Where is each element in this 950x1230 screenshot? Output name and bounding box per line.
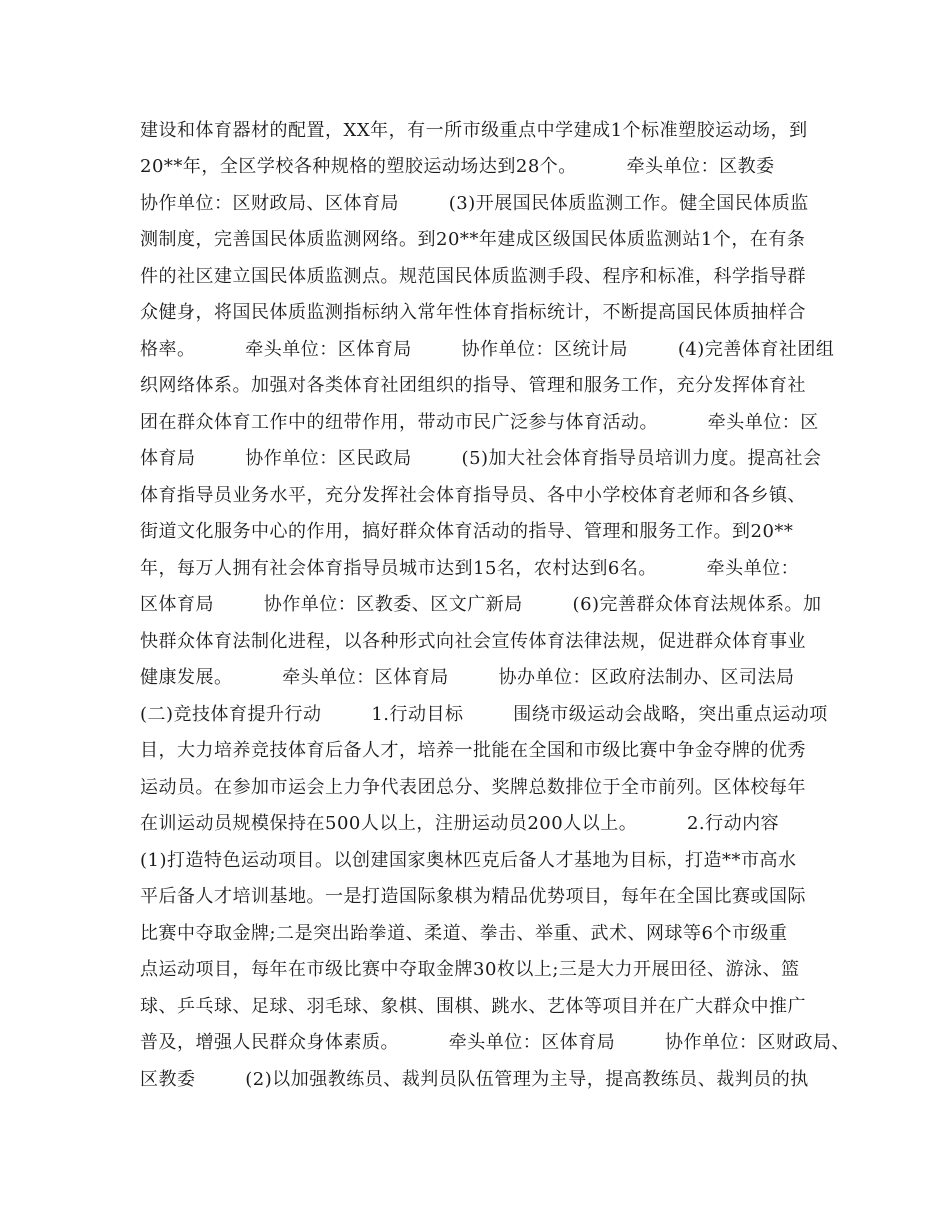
text-line: 街道文化服务中心的作用，搞好群众体育活动的指导、管理和服务工作。到20**: [140, 521, 794, 542]
text-line: 在训运动员规模保持在500人以上，注册运动员200人以上。 2.行动内容: [140, 813, 780, 834]
text-line: 快群众体育法制化进程，以各种形式向社会宣传体育法律法规，促进群众体育事业: [140, 631, 806, 652]
text-line: 件的社区建立国民体质监测点。规范国民体质监测手段、程序和标准，科学指导群: [140, 266, 806, 287]
text-line: 协作单位：区财政局、区体育局 (3)开展国民体质监测工作。健全国民体质监: [140, 193, 809, 214]
text-line: 点运动项目，每年在市级比赛中夺取金牌30枚以上;三是大力开展田径、游泳、篮: [140, 959, 800, 980]
text-line: 比赛中夺取金牌;二是突出跆拳道、柔道、拳击、举重、武术、网球等6个市级重: [140, 923, 788, 944]
text-line: 体育局 协作单位：区民政局 (5)加大社会体育指导员培训力度。提高社会: [140, 448, 822, 469]
text-line: 年，每万人拥有社会体育指导员城市达到15名，农村达到6名。 牵头单位：: [140, 558, 800, 579]
text-line: 20**年，全区学校各种规格的塑胶运动场达到28个。 牵头单位：区教委: [140, 156, 775, 177]
text-line: 平后备人才培训基地。一是打造国际象棋为精品优势项目，每年在全国比赛或国际: [140, 886, 806, 907]
text-line: 健康发展。 牵头单位：区体育局 协办单位：区政府法制办、区司法局: [140, 667, 795, 688]
text-line: 运动员。在参加市运会上力争代表团总分、奖牌总数排位于全市前列。区体校每年: [140, 777, 806, 798]
text-line: (二)竞技体育提升行动 1.行动目标 围绕市级运动会战略，突出重点运动项: [140, 704, 828, 725]
text-line: 区教委 (2)以加强教练员、裁判员队伍管理为主导，提高教练员、裁判员的执: [140, 1069, 809, 1090]
text-line: 目，大力培养竞技体育后备人才，培养一批能在全国和市级比赛中争金夺牌的优秀: [140, 740, 806, 761]
text-line: 格率。 牵头单位：区体育局 协作单位：区统计局 (4)完善体育社团组: [140, 339, 835, 360]
text-line: 建设和体育器材的配置，XX年，有一所市级重点中学建成1个标准塑胶运动场，到: [140, 120, 808, 141]
text-line: 测制度，完善国民体质监测网络。到20**年建成区级国民体质监测站1个，在有条: [140, 229, 806, 250]
text-line: 织网络体系。加强对各类体育社团组织的指导、管理和服务工作，充分发挥体育社: [140, 375, 806, 396]
text-line: 体育指导员业务水平，充分发挥社会体育指导员、各中小学校体育老师和各乡镇、: [140, 485, 806, 506]
text-line: 普及，增强人民群众身体素质。 牵头单位：区体育局 协作单位：区财政局、: [140, 1032, 851, 1053]
text-line: 团在群众体育工作中的纽带作用，带动市民广泛参与体育活动。 牵头单位：区: [140, 412, 819, 433]
text-line: 球、乒乓球、足球、羽毛球、象棋、围棋、跳水、艺体等项目并在广大群众中推广: [140, 996, 806, 1017]
text-line: (1)打造特色运动项目。以创建国家奥林匹克后备人才基地为目标，打造**市高水: [140, 850, 797, 871]
text-line: 众健身，将国民体质监测指标纳入常年性体育指标统计，不断提高国民体质抽样合: [140, 302, 806, 323]
text-line: 区体育局 协作单位：区教委、区文广新局 (6)完善群众体育法规体系。加: [140, 594, 822, 615]
